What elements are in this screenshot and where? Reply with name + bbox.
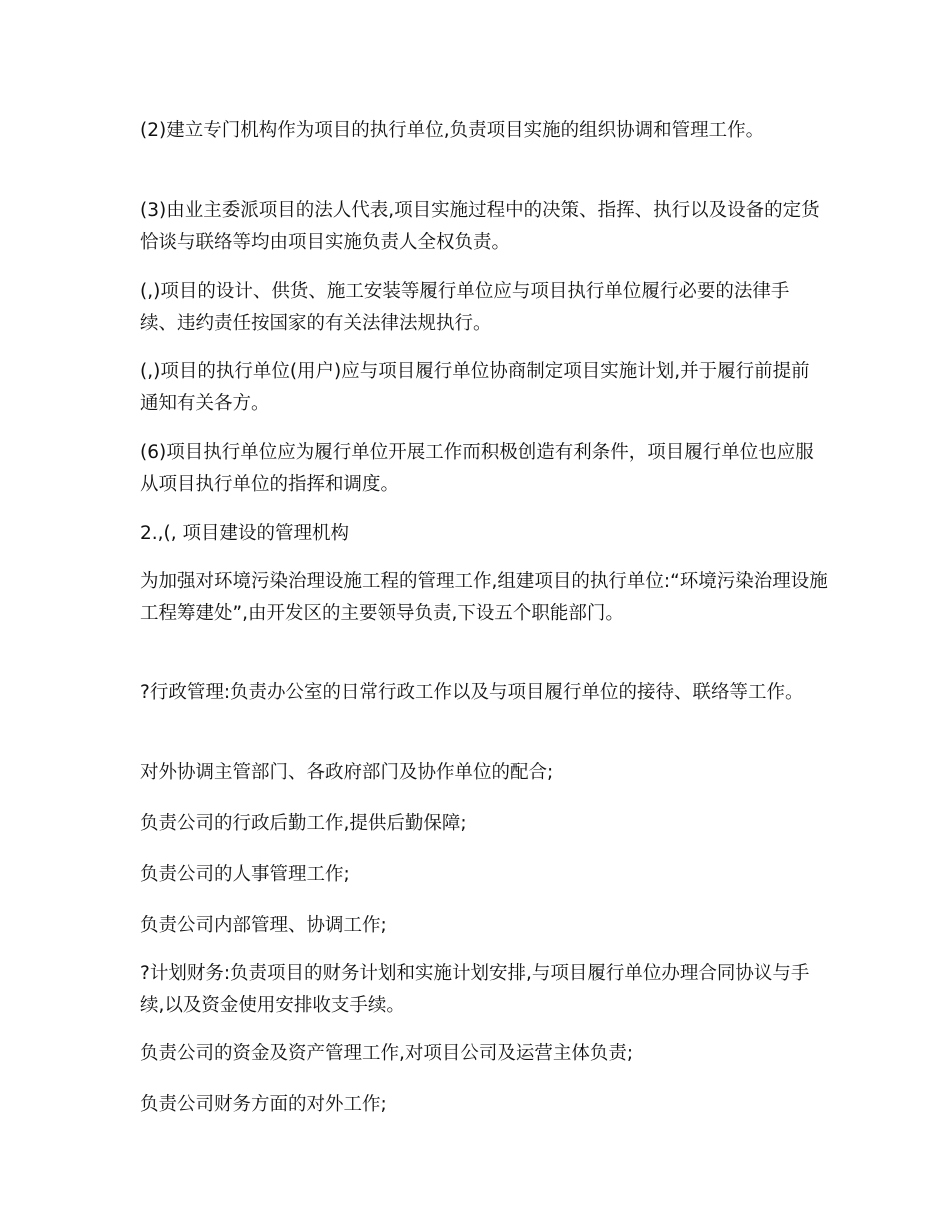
paragraph-item-6: (6)项目执行单位应为履行单位开展工作而积极创造有利条件，项目履行单位也应服从项目执行单位的指挥和调度。 <box>140 442 814 495</box>
section-heading: 2.,(, 项目建设的管理机构 <box>140 523 350 544</box>
paragraph-item-4: (,)项目的设计、供货、施工安装等履行单位应与项目执行单位履行必要的法律手续、违约责任按国家的有关法律法规执行。 <box>140 281 790 334</box>
paragraph-admin-duty-2: 负责公司的行政后勤工作,提供后勤保障; <box>140 813 467 834</box>
paragraph-finance-duty-1: 负责公司的资金及资产管理工作,对项目公司及运营主体负责; <box>140 1043 634 1064</box>
paragraph-finance: ?计划财务:负责项目的财务计划和实施计划安排,与项目履行单位办理合同协议与手续,以及资金使用安排收支手续。 <box>140 963 810 1016</box>
paragraph-item-5: (,)项目的执行单位(用户)应与项目履行单位协商制定项目实施计划,并于履行前提前通知有关各方。 <box>140 361 810 414</box>
paragraph-admin-duty-1: 对外协调主管部门、各政府部门及协作单位的配合; <box>140 762 554 783</box>
paragraph-admin-duty-3: 负责公司的人事管理工作; <box>140 864 350 885</box>
paragraph-admin: ?行政管理:负责办公室的日常行政工作以及与项目履行单位的接待、联络等工作。 <box>140 682 804 703</box>
paragraph-intro: 为加强对环境污染治理设施工程的管理工作,组建项目的执行单位:“环境污染治理设施工程筹建处”,由开发区的主要领导负责,下设五个职能部门。 <box>140 571 828 624</box>
paragraph-admin-duty-4: 负责公司内部管理、协调工作; <box>140 915 387 936</box>
paragraph-item-2: (2)建立专门机构作为项目的执行单位,负责项目实施的组织协调和管理工作。 <box>140 120 765 141</box>
paragraph-item-3: (3)由业主委派项目的法人代表,项目实施过程中的决策、指挥、执行以及设备的定货恰谈与联络等均由项目实施负责人全权负责。 <box>140 200 820 253</box>
paragraph-finance-duty-2: 负责公司财务方面的对外工作; <box>140 1094 387 1115</box>
